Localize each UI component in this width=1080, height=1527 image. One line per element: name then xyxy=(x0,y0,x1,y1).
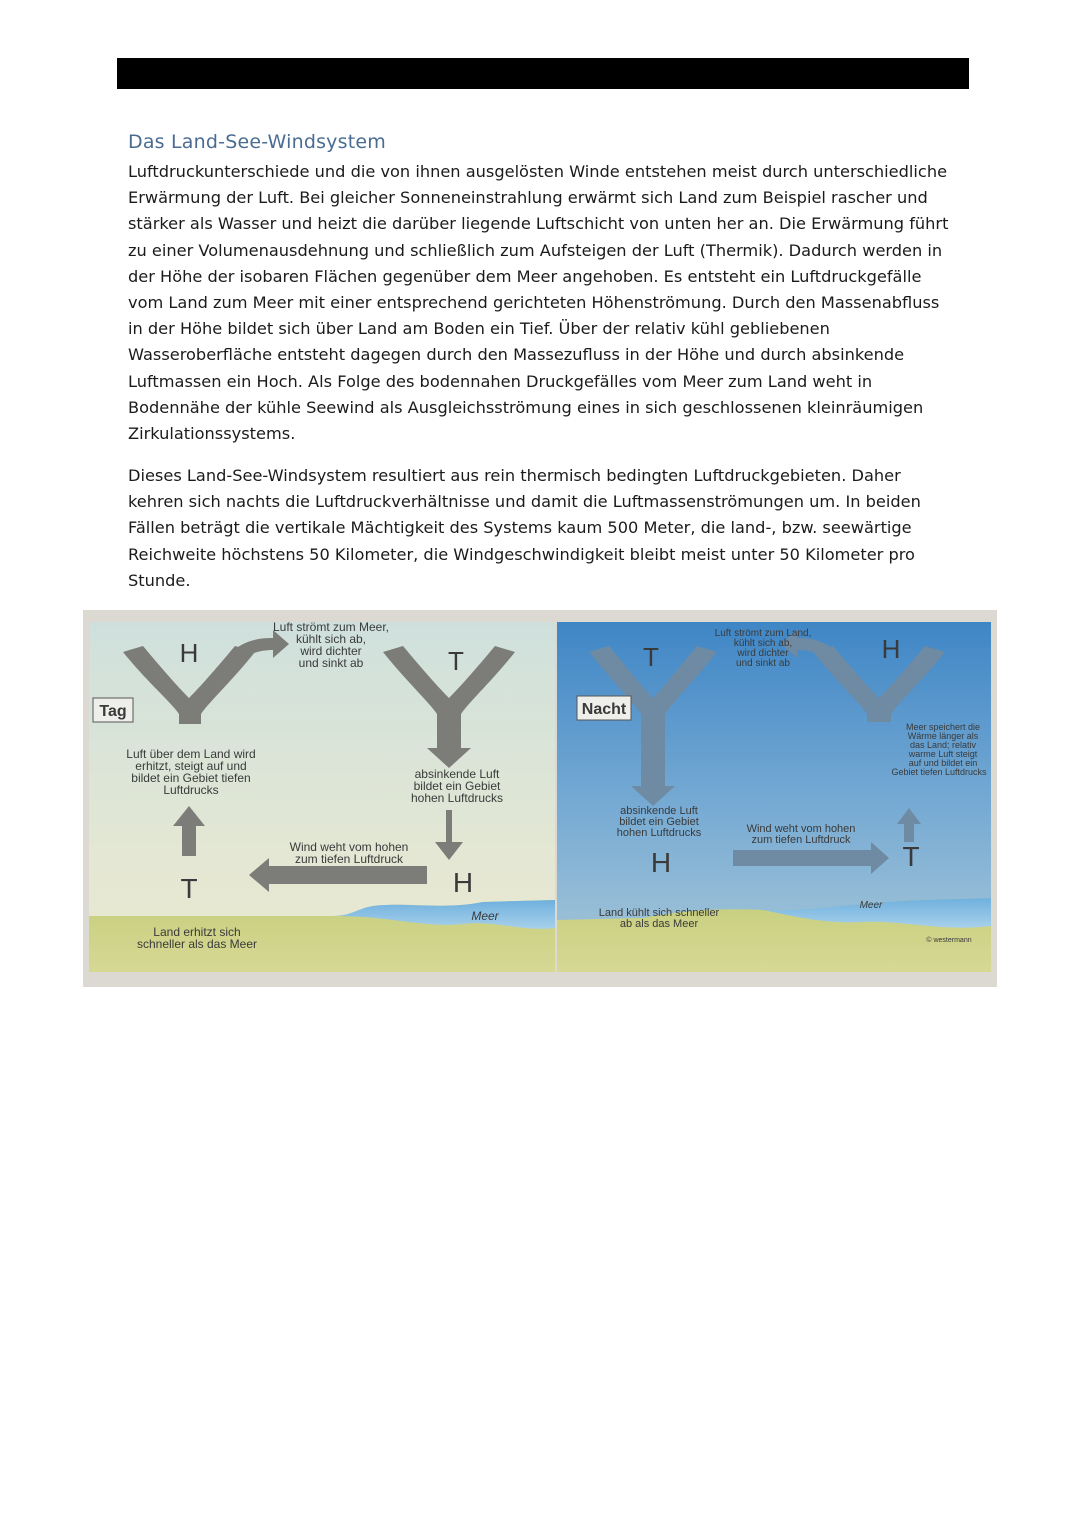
svg-text:Land erhitzt sich: Land erhitzt sich xyxy=(153,925,241,939)
svg-text:Wärme länger als: Wärme länger als xyxy=(907,731,979,741)
day-sea-label: Meer xyxy=(471,909,499,923)
svg-text:Luft über dem Land wird: Luft über dem Land wird xyxy=(126,747,256,761)
day-high-upper: H xyxy=(179,638,199,668)
day-low-upper: T xyxy=(448,646,464,676)
land-sea-wind-diagram xyxy=(83,610,997,987)
svg-text:bildet ein Gebiet: bildet ein Gebiet xyxy=(619,816,699,828)
svg-text:hohen Luftdrucks: hohen Luftdrucks xyxy=(410,791,504,805)
paragraph-1: Luftdruckunterschiede und die von ihnen ausgelösten Winde entstehen meist durch unterschiedliche Erwärmung der Luft. Bei gleicher Sonneneinstrahlung erwärmt sich Land zum Beispiel rascher und stärker als Wasser und heizt die darüber liegende Luftschicht von unten her an. Die Erwärmung führt zu einer Volumenausdehnung und schließlich zum Aufsteigen der Luft (Thermik). Dadurch werden in der Höhe der isobaren Flächen gegenüber dem Meer angehoben. Es entsteht ein Luftdruckgefälle vom Land zum Meer mit einer entsprechend gerichteten Höhenströmung. Durch den Massenabfluss in der Höhe bildet sich über Land am Boden ein Tief. Über der relativ kühl gebliebenen Wasseroberfläche entsteht dagegen durch den Massezufluss in der Höhe und durch absinkende Luftmassen ein Hoch. Als Folge des bodennahen Druckgefälles vom Meer zum Land weht in Bodennähe der kühle Seewind als Ausgleichsströmung eines in sich geschlossenen kleinräumigen Zirkulationssystems. xyxy=(128,162,949,444)
day-land-note xyxy=(137,925,257,951)
copyright-note: © westermann xyxy=(926,937,972,944)
night-low-sea: T xyxy=(902,841,920,872)
night-sinking-air-text xyxy=(617,805,702,839)
svg-text:wird dichter: wird dichter xyxy=(737,648,789,659)
svg-text:das Land; relativ: das Land; relativ xyxy=(909,740,977,750)
day-high-sea: H xyxy=(452,867,474,898)
svg-text:und sinkt ab: und sinkt ab xyxy=(736,658,790,669)
svg-text:Luft strömt zum Meer,: Luft strömt zum Meer, xyxy=(272,620,390,634)
svg-text:Luft strömt zum Land,: Luft strömt zum Land, xyxy=(714,628,812,639)
svg-text:Luftdrucks: Luftdrucks xyxy=(163,783,219,797)
svg-text:absinkende Luft: absinkende Luft xyxy=(414,767,500,781)
svg-text:absinkende Luft: absinkende Luft xyxy=(620,805,698,817)
paragraph-2: Dieses Land-See-Windsystem resultiert aus rein thermisch bedingten Luftdruckgebieten. Daher kehren sich nachts die Luftdruckverhältnisse und damit die Luftmassenströmungen um. In beiden Fällen beträgt die vertikale Mächtigkeit des Systems kaum 500 Meter, die land-, bzw. seewärtige Reichweite höchstens 50 Kilometer, die Windgeschwindigkeit bleibt meist unter 50 Kilometer pro Stunde. xyxy=(128,466,921,590)
svg-text:bildet ein Gebiet: bildet ein Gebiet xyxy=(413,779,501,793)
svg-text:Meer speichert die: Meer speichert die xyxy=(905,722,981,732)
svg-text:hohen Luftdrucks: hohen Luftdrucks xyxy=(616,827,702,839)
day-label: Tag xyxy=(99,703,127,720)
svg-text:bildet ein Gebiet tiefen: bildet ein Gebiet tiefen xyxy=(131,771,251,785)
redaction-bar xyxy=(117,58,969,89)
svg-text:kühlt sich ab,: kühlt sich ab, xyxy=(733,638,793,649)
day-low-ground: T xyxy=(180,873,198,904)
svg-text:erhitzt, steigt auf und: erhitzt, steigt auf und xyxy=(135,759,247,773)
day-sinking-air-text xyxy=(411,767,503,805)
night-label: Nacht xyxy=(581,701,627,718)
page-title: Das Land-See-Windsystem xyxy=(128,131,386,153)
svg-text:Wind weht vom hohen: Wind weht vom hohen xyxy=(746,823,856,835)
night-surface-wind-text xyxy=(747,823,856,846)
svg-text:auf und bildet ein: auf und bildet ein xyxy=(908,758,978,768)
svg-text:kühlt sich ab,: kühlt sich ab, xyxy=(295,632,367,646)
svg-text:und sinkt ab: und sinkt ab xyxy=(298,656,364,670)
night-sea-label: Meer xyxy=(859,900,883,911)
svg-text:zum tiefen Luftdruck: zum tiefen Luftdruck xyxy=(294,852,404,866)
night-high-land: H xyxy=(650,847,672,878)
svg-text:schneller als das Meer: schneller als das Meer xyxy=(136,937,258,951)
day-surface-wind-text xyxy=(290,840,409,866)
night-high-upper: H xyxy=(881,634,901,664)
night-low-upper: T xyxy=(643,642,659,672)
svg-text:zum tiefen Luftdruck: zum tiefen Luftdruck xyxy=(751,834,851,846)
svg-text:Gebiet tiefen Luftdrucks: Gebiet tiefen Luftdrucks xyxy=(891,767,987,777)
svg-text:warme Luft steigt: warme Luft steigt xyxy=(908,749,978,759)
svg-text:ab als das Meer: ab als das Meer xyxy=(619,918,699,930)
svg-text:Wind weht vom hohen: Wind weht vom hohen xyxy=(289,840,409,854)
svg-text:Land kühlt sich schneller: Land kühlt sich schneller xyxy=(598,907,720,919)
svg-text:wird dichter: wird dichter xyxy=(300,644,362,658)
